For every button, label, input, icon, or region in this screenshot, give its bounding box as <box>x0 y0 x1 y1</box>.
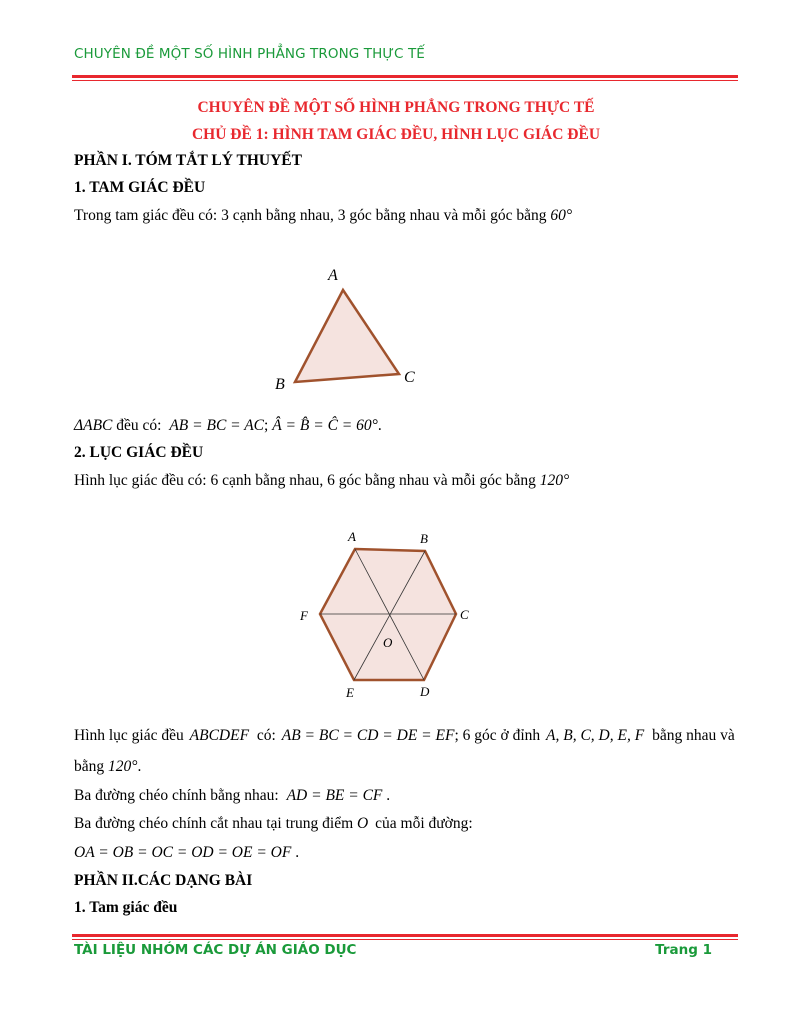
mid-o: O <box>357 815 369 832</box>
sec3-heading: 1. Tam giác đều <box>74 899 178 916</box>
hex-l1-has: có: <box>256 727 276 744</box>
hex-fact-line1 <box>74 727 735 745</box>
triangle-figure <box>260 258 430 398</box>
hex-l2-text: bằng <box>74 758 105 775</box>
hex-label-f: F <box>300 608 308 623</box>
triangle-fact <box>74 417 382 435</box>
triangle-label-a: A <box>328 267 338 284</box>
header-rule-thin <box>72 80 738 81</box>
hexagon-shape <box>320 549 456 680</box>
mid-text-b: của mỗi đường: <box>375 815 473 832</box>
diag-text: Ba đường chéo chính bằng nhau: <box>74 787 279 804</box>
tri-name: ΔABC <box>74 417 113 434</box>
hex-sides-eq: AB = BC = CD = DE = EF <box>281 727 455 744</box>
triangle-label-c: C <box>404 369 415 386</box>
sec1-text <box>74 207 572 225</box>
midpoint-eq-line <box>74 844 299 862</box>
hex-angle: 120° <box>108 758 138 775</box>
diagonal-fact <box>74 787 390 805</box>
header-rule <box>72 75 738 78</box>
hex-label-c: C <box>460 607 469 622</box>
hex-label-o: O <box>383 635 393 650</box>
hex-l2-end: . <box>137 758 142 775</box>
hex-name: ABCDEF <box>189 727 250 744</box>
hex-l1-equal: bằng nhau và <box>652 727 735 744</box>
sec1-heading: 1. TAM GIÁC ĐỀU <box>74 179 206 196</box>
part1-heading: PHẦN I. TÓM TẮT LÝ THUYẾT <box>74 152 302 169</box>
sec1-sentence: Trong tam giác đều có: 3 cạnh bằng nhau, 3 góc bằng nhau và mỗi góc bằng <box>74 207 547 224</box>
diag-end: . <box>386 787 391 804</box>
running-header: CHUYÊN ĐỀ MỘT SỐ HÌNH PHẲNG TRONG THỰC TẾ <box>74 46 425 62</box>
hex-fact-line2 <box>74 758 141 776</box>
tri-fact-text: đều có: <box>116 417 162 434</box>
sec1-angle: 60° <box>550 207 573 224</box>
tri-sep: ; <box>264 417 269 434</box>
tri-angles-eq: Â = B̂ = Ĉ = 60° <box>272 417 378 434</box>
diag-eq: AD = BE = CF <box>286 787 383 804</box>
part2-heading: PHẦN II.CÁC DẠNG BÀI <box>74 872 253 889</box>
mid-text: Ba đường chéo chính cắt nhau tại trung điểm <box>74 815 354 832</box>
hex-label-b: B <box>420 531 428 546</box>
triangle-label-b: B <box>275 376 285 393</box>
mid-eq: OA = OB = OC = OD = OE = OF <box>74 844 292 861</box>
tri-end: . <box>377 417 382 434</box>
footer-left: TÀI LIỆU NHÓM CÁC DỰ ÁN GIÁO DỤC <box>74 942 357 958</box>
hex-l1-text: Hình lục giác đều <box>74 727 184 744</box>
sec2-sentence: Hình lục giác đều có: 6 cạnh bằng nhau, 6 góc bằng nhau và mỗi góc bằng <box>74 472 536 489</box>
hex-label-d: D <box>420 684 430 699</box>
triangle-shape <box>295 290 399 382</box>
page-number: Trang 1 <box>655 942 712 958</box>
sec2-text <box>74 472 569 490</box>
sec2-angle: 120° <box>539 472 570 489</box>
footer-rule-thin <box>72 939 738 940</box>
mid-end: . <box>295 844 300 861</box>
hex-l1-angles-text: ; 6 góc ở đỉnh <box>454 727 541 744</box>
hex-label-e: E <box>346 685 354 700</box>
hex-label-a: A <box>348 529 356 544</box>
sec2-heading: 2. LỤC GIÁC ĐỀU <box>74 444 204 461</box>
hexagon-figure <box>290 522 490 707</box>
doc-subtitle: CHỦ ĐỀ 1: HÌNH TAM GIÁC ĐỀU, HÌNH LỤC GIÁC ĐỀU <box>191 126 601 143</box>
tri-sides-eq: AB = BC = AC <box>169 417 265 434</box>
midpoint-fact <box>74 815 473 833</box>
doc-title: CHUYÊN ĐỀ MỘT SỐ HÌNH PHẲNG TRONG THỰC TẾ <box>197 99 595 116</box>
footer-rule <box>72 934 738 937</box>
hex-vertices: A, B, C, D, E, F <box>546 727 645 744</box>
